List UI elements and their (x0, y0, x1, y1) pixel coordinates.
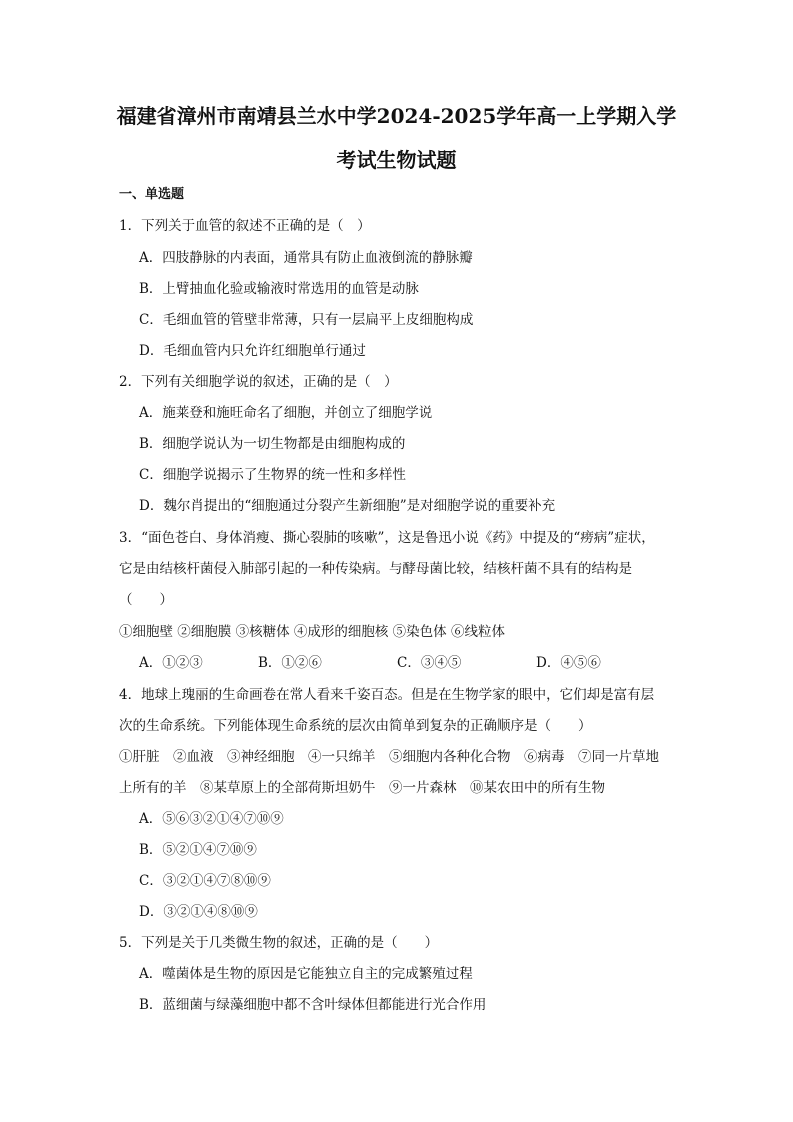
question-3-option-a: A．①②③ (139, 655, 203, 671)
question-4-stem-line-2: 次的生命系统。下列能体现生命系统的层次由简单到复杂的正确顺序是（ ） (119, 718, 592, 734)
question-5-option-a: A．噬菌体是生物的原因是它能独立自主的完成繁殖过程 (139, 966, 473, 982)
question-1-option-c: C．毛细血管的管壁非常薄，只有一层扁平上皮细胞构成 (139, 312, 474, 328)
document-title-line-1: 福建省漳州市南靖县兰水中学2024-2025学年高一上学期入学 (116, 104, 677, 128)
question-2-option-b: B．细胞学说认为一切生物都是由细胞构成的 (139, 436, 406, 452)
question-1-option-d: D．毛细血管内只允许红细胞单行通过 (139, 343, 366, 359)
question-2-option-d: D．魏尔肖提出的“细胞通过分裂产生新细胞”是对细胞学说的重要补充 (139, 498, 556, 514)
question-2-stem: 2．下列有关细胞学说的叙述，正确的是（ ） (119, 374, 398, 390)
question-4-option-b: B．⑤②①④⑦⑩⑨ (139, 842, 257, 858)
document-title-line-2: 考试生物试题 (336, 148, 457, 172)
question-4-stem-line-1: 4．地球上瑰丽的生命画卷在常人看来千姿百态。但是在生物学家的眼中，它们却是富有层 (119, 687, 655, 703)
question-4-items-line-1: ①肝脏 ②血液 ③神经细胞 ④一只绵羊 ⑤细胞内各种化合物 ⑥病毒 ⑦同一片草地 (119, 749, 659, 765)
question-2-option-a: A．施莱登和施旺命名了细胞，并创立了细胞学说 (139, 405, 433, 421)
question-4-option-a: A．⑤⑥③②①④⑦⑩⑨ (139, 811, 284, 827)
question-5-stem: 5．下列是关于几类微生物的叙述，正确的是（ ） (119, 935, 439, 951)
question-3-option-b: B．①②⑥ (258, 655, 322, 671)
question-2-option-c: C．细胞学说揭示了生物界的统一性和多样性 (139, 467, 406, 483)
question-3-option-d: D．④⑤⑥ (536, 655, 601, 671)
question-1-stem: 1．下列关于血管的叙述不正确的是（ ） (119, 218, 371, 234)
question-3-stem-line-2: 它是由结核杆菌侵入肺部引起的一种传染病。与酵母菌比较，结核杆菌不具有的结构是 (119, 561, 632, 577)
question-3-stem-line-1: 3．“面色苍白、身体消瘦、撕心裂肺的咳嗽”，这是鲁迅小说《药》中提及的“痨病”症状， (119, 530, 655, 546)
question-3-stem-line-3: （ ） (119, 592, 173, 608)
question-4-option-d: D．③②①④⑧⑩⑨ (139, 904, 258, 920)
question-1-option-b: B．上臂抽血化验或输液时常选用的血管是动脉 (139, 281, 419, 297)
question-5-option-b: B．蓝细菌与绿藻细胞中都不含叶绿体但都能进行光合作用 (139, 997, 487, 1013)
question-4-items-line-2: 上所有的羊 ⑧某草原上的全部荷斯坦奶牛 ⑨一片森林 ⑩某农田中的所有生物 (119, 780, 605, 796)
section-heading: 一、单选题 (119, 187, 185, 202)
question-4-option-c: C．③②①④⑦⑧⑩⑨ (139, 873, 271, 889)
question-3-option-c: C．③④⑤ (397, 655, 462, 671)
question-1-option-a: A．四肢静脉的内表面，通常具有防止血液倒流的静脉瓣 (139, 250, 473, 266)
question-3-items: ①细胞壁 ②细胞膜 ③核糖体 ④成形的细胞核 ⑤染色体 ⑥线粒体 (119, 624, 505, 640)
